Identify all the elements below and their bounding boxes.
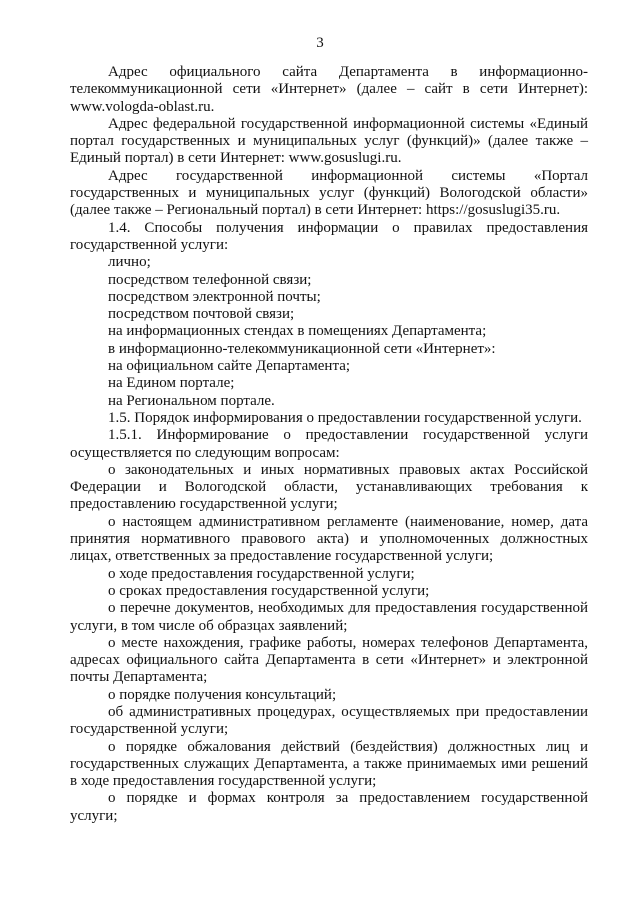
paragraph: Адрес официального сайта Департамента в информационно-телекоммуникационной сети «Интернет» (далее – сайт в сети Интернет): www.vologda-oblast.ru. [70,64,588,115]
paragraph: Адрес федеральной государственной информационной системы «Единый портал государственных и муниципальных услуг (функций)» (далее также – Единый портал) в сети Интернет: www.gosuslugi.ru. [70,115,588,167]
list-item: о перечне документов, необходимых для предоставления государственной услуги, в том числе об образцах заявлений; [70,600,588,634]
list-item: посредством почтовой связи; [108,306,295,323]
list-item: о ходе предоставления государственной услуги; [108,565,415,582]
list-item: о порядке получения консультаций; [108,686,337,703]
paragraph: 1.5. Порядок информирования о предоставлении государственной услуги. [108,409,582,426]
list-item: о сроках предоставления государственной услуги; [108,582,430,599]
list-item: о законодательных и иных нормативных правовых актах Российской Федерации и Вологодской области, устанавливающих требования к предоставлению государственной услуги; [70,461,588,513]
list-item: об административных процедурах, осуществляемых при предоставлении государственной услуги; [70,703,588,738]
list-item: на официальном сайте Департамента; [108,358,351,375]
list-item: на Едином портале; [108,375,235,392]
list-item: в информационно-телекоммуникационной сети «Интернет»: [108,340,496,357]
list-item: лично; [108,254,151,271]
list-item: посредством электронной почты; [108,288,321,305]
page-number: 3 [316,35,324,51]
paragraph: 1.5.1. Информирование о предоставлении государственной услуги осуществляется по следующим вопросам: [70,427,588,461]
paragraph: Адрес государственной информационной системы «Портал государственных и муниципальных услуг (функций) Вологодской области» (далее также – Региональный портал) в сети Интернет: https://gosuslugi35.ru. [70,167,588,219]
list-item: на информационных стендах в помещениях Департамента; [108,323,487,340]
list-item: о порядке и формах контроля за предоставлением государственной услуги; [70,790,588,824]
document-body [70,64,588,825]
list-item: посредством телефонной связи; [108,271,312,288]
paragraph: 1.4. Способы получения информации о правилах предоставления государственной услуги: [70,219,588,253]
list-item: о настоящем административном регламенте (наименование, номер, дата принятия нормативного правового акта) и уполномоченных должностных лицах, ответственных за предоставление государственной услуги; [70,513,588,565]
list-item: на Региональном портале. [108,392,275,409]
list-item: о месте нахождения, графике работы, номерах телефонов Департамента, адресах официального сайта Департамента в сети «Интернет» и электронной почты Департамента; [70,634,588,686]
list-item: о порядке обжалования действий (бездействия) должностных лиц и государственных служащих Департамента, а также принимаемых ими решений в ходе предоставления государственной услуги; [70,738,588,790]
